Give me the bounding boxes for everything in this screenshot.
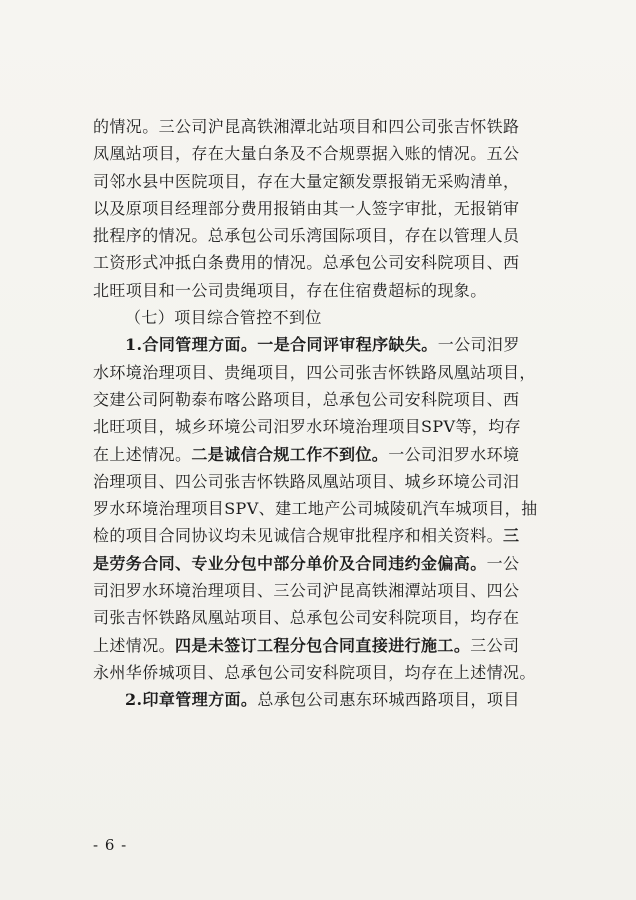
body-text	[93, 113, 563, 714]
text-line	[93, 686, 563, 713]
line-text: 在上述情况。	[93, 444, 192, 464]
line-text: 北旺项目和一公司贵绳项目，存在住宿费超标的现象。	[93, 280, 487, 300]
line-text: 以及原项目经理部分费用报销由其一人签字审批，无报销审	[93, 198, 520, 218]
emphasis-text: 三	[503, 526, 520, 546]
line-text: 司张吉怀铁路凤凰站项目、总承包公司安科院项目，均存在	[93, 608, 520, 628]
text-line	[93, 413, 563, 440]
text-line	[93, 632, 563, 659]
line-text: 三公司	[470, 635, 520, 655]
line-text: 治理项目、四公司张吉怀铁路凤凰站项目、城乡环境公司汨	[93, 471, 520, 491]
text-line	[93, 140, 563, 167]
line-text: 上述情况。	[93, 635, 176, 655]
line-text: 的情况。三公司沪昆高铁湘潭北站项目和四公司张吉怀铁路	[93, 117, 520, 136]
line-text: 检的项目合同协议均未见诚信合规审批程序和相关资料。	[93, 526, 504, 546]
text-line	[93, 195, 563, 222]
text-line	[93, 249, 563, 276]
line-text: 水环境治理项目、贵绳项目，四公司张吉怀铁路凤凰站项目，	[93, 362, 536, 382]
text-line	[93, 495, 563, 522]
page-number: - 6 -	[93, 836, 128, 854]
text-line	[93, 168, 563, 195]
text-line	[93, 359, 563, 386]
line-text: 北旺项目，城乡环境公司汨罗水环境治理项目SPV等，均存	[93, 417, 522, 437]
line-text: 交建公司阿勒泰布喀公路项目，总承包公司安科院项目、西	[93, 389, 520, 409]
text-line	[93, 550, 563, 577]
text-line	[93, 277, 563, 304]
line-text: 永州华侨城项目、总承包公司安科院项目，均存在上述情况。	[93, 662, 536, 682]
line-text: （七）项目综合管控不到位	[125, 308, 322, 328]
emphasis-text: 二是诚信合规工作不到位。	[191, 444, 389, 464]
line-text: 总承包公司惠东环城西路项目，项目	[257, 690, 520, 710]
text-line	[93, 604, 563, 631]
line-text: 工资形式冲抵白条费用的情况。总承包公司安科院项目、西	[93, 253, 520, 273]
text-line	[93, 577, 563, 604]
text-line	[93, 522, 563, 549]
emphasis-text: 是劳务合同、专业分包中部分单价及合同违约金偏高。	[93, 553, 487, 573]
text-line	[93, 468, 563, 495]
text-line	[93, 113, 563, 140]
line-text: 一公	[486, 553, 520, 573]
section-heading	[93, 304, 563, 331]
line-text: 凤凰站项目，存在大量白条及不合规票据入账的情况。五公	[93, 144, 520, 164]
emphasis-text: 1.合同管理方面。一是合同评审程序缺失。	[125, 335, 438, 355]
text-line	[93, 659, 563, 686]
text-line	[93, 386, 563, 413]
line-text: 一公司汨罗	[437, 335, 520, 355]
emphasis-text: 四是未签订工程分包合同直接进行施工。	[175, 635, 471, 655]
line-text: 批程序的情况。总承包公司乐湾国际项目，存在以管理人员	[93, 226, 520, 246]
text-line	[93, 441, 563, 468]
line-text: 司汨罗水环境治理项目、三公司沪昆高铁湘潭站项目、四公	[93, 581, 520, 601]
text-line	[93, 222, 563, 249]
line-text: 罗水环境治理项目SPV、建工地产公司城陵矶汽车城项目，抽	[93, 499, 538, 519]
emphasis-text: 2.印章管理方面。	[125, 690, 258, 710]
line-text: 一公司汨罗水环境	[388, 444, 520, 464]
text-line	[93, 331, 563, 358]
line-text: 司邻水县中医院项目，存在大量定额发票报销无采购清单，	[93, 171, 520, 191]
